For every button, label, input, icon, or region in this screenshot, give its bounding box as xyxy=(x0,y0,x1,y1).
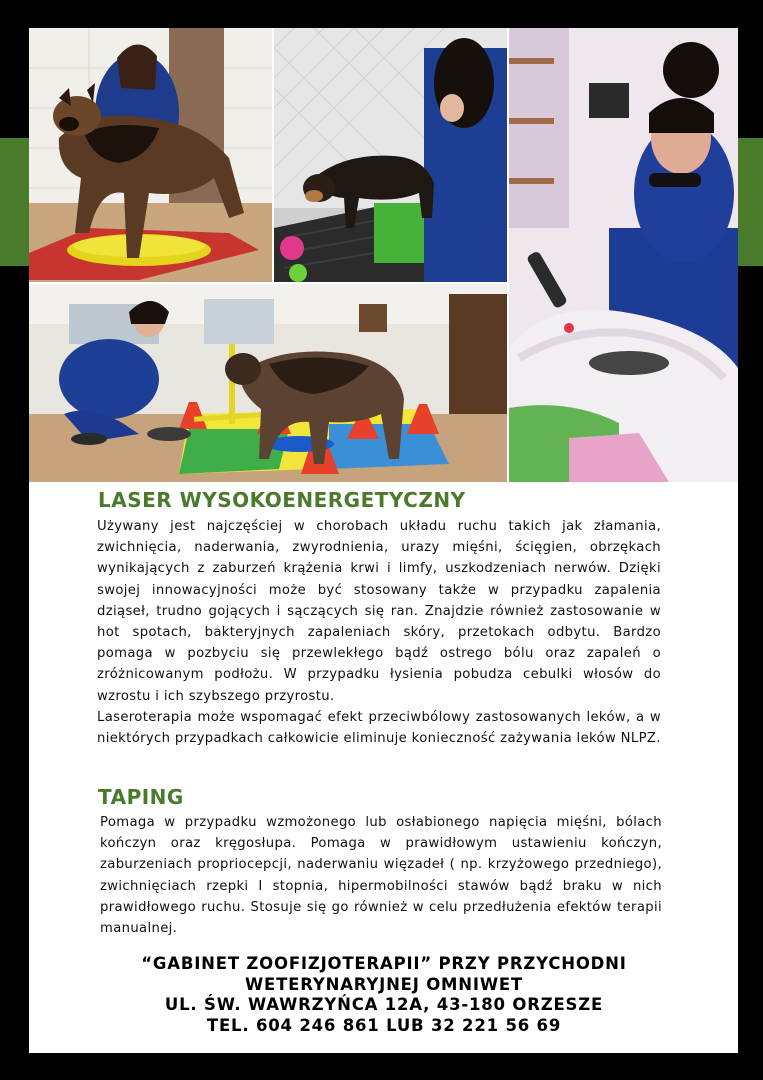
laser-paragraph-1: Używany jest najczęściej w chorobach układu ruchu takich jak złamania, zwichnięcia, naderwania, zwyrodnienia, urazy mięśni, ścięgien, obrzękach wynikających z zaburzeń krążenia krwi i limfy, uszkodzeniach nerwów. Dzięki swojej innowacyjności może być stosowany także w przypadku zapalenia dziąseł, trudno gojących i sączących się ran. Znajdzie również zastosowanie w hot spotach, bakteryjnych zapaleniach skóry, przetokach odbytu. Bardzo pomaga w pozbyciu się przewlekłego bądź ostrego bólu oraz zapaleń o zróżnicowanym podłożu. W przypadku łysienia pobudza cebulki włosów do wzrostu i ich szybszego przyrostu. xyxy=(97,519,661,704)
photo-therapist-with-german-shepherd-balance-board xyxy=(29,28,272,282)
clinic-phone: TEL. 604 246 861 LUB 32 221 56 69 xyxy=(206,1015,562,1035)
green-accent-band-left xyxy=(0,138,30,266)
green-accent-band-right xyxy=(737,138,763,266)
clinic-name-line-1: “GABINET ZOOFIZJOTERAPII” PRZY PRZYCHODNI xyxy=(141,954,627,973)
photo-dog-cavaletti-exercise-course xyxy=(29,284,507,482)
taping-section-heading: TAPING xyxy=(98,785,184,809)
laser-section-heading: LASER WYSOKOENERGETYCZNY xyxy=(98,488,466,512)
laser-paragraph-2: Laseroterapia może wspomagać efekt przeciwbólowy zastosowanych leków, a w niektórych przypadkach całkowicie eliminuje konieczność zażywania leków NLPZ. xyxy=(97,709,661,747)
clinic-contact-footer xyxy=(89,954,679,1036)
taping-paragraph: Pomaga w przypadku wzmożonego lub osłabionego napięcia mięśni, bólach kończyn oraz kręgosłupa. Pomaga w prawidłowym ustawieniu kończyn, zaburzeniach propriocepcji, naderwaniu więzadeł ( np. krzyżowego przedniego), zwichnięciach rzepki I stopnia, hipermobilności stawów bądź braku w nich prawidłowego ruchu. Stosuje się go również w celu przedłużenia efektów terapii manualnej. xyxy=(100,815,662,937)
clinic-name-line-2: WETERYNARYJNEJ OMNIWET xyxy=(245,974,523,994)
taping-section-body xyxy=(100,812,662,939)
clinic-address: UL. ŚW. WAWRZYŃCA 12A, 43-180 ORZESZE xyxy=(164,995,604,1014)
laser-section-body xyxy=(97,516,661,749)
photo-dog-on-underwater-treadmill xyxy=(274,28,507,282)
photo-laser-therapy-on-white-dog xyxy=(509,28,738,482)
flyer-page xyxy=(29,28,738,1053)
